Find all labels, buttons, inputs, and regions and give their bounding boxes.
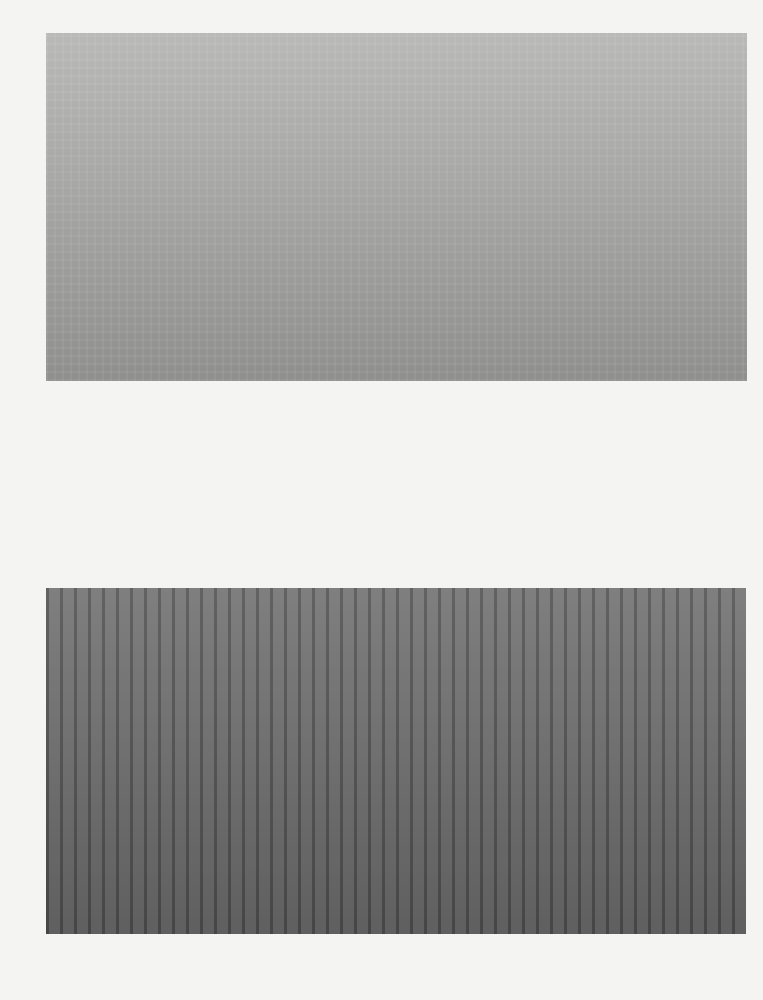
future-teachers-group-photo [46,33,747,381]
power-mechanics-group-photo [46,588,746,934]
